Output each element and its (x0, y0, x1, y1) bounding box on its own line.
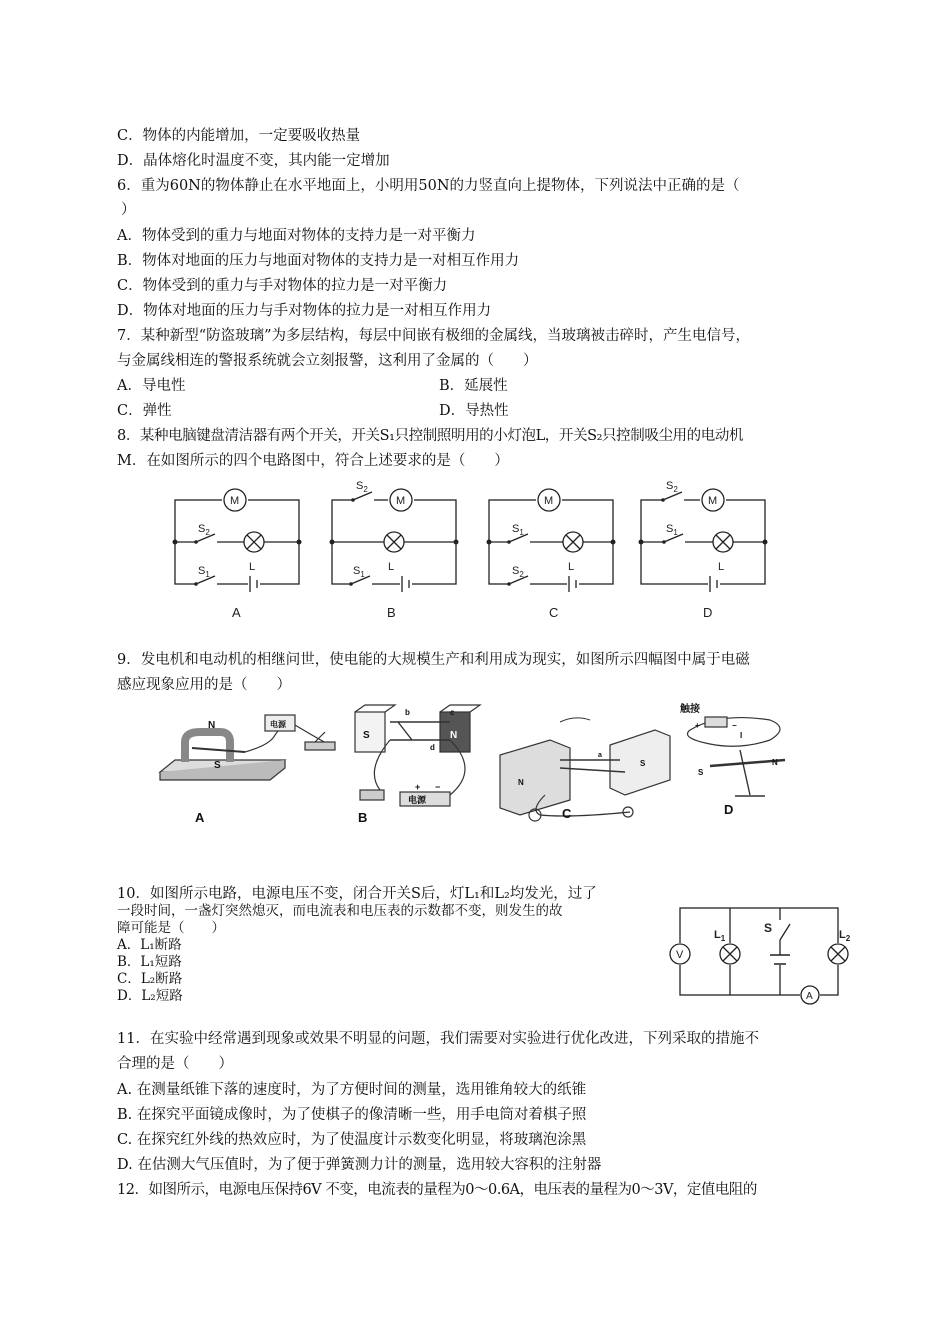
q9-apparatus-figure (150, 700, 790, 830)
q9b-minus: − (435, 782, 441, 792)
q9d-touch: 触接 (680, 704, 700, 715)
question-7-stem-cont: 与金属线相连的警报系统就会立刻报警，这利用了金属的（ ） (117, 353, 538, 369)
question-10-stem-cont: 一段时间，一盏灯突然熄灭，而电流表和电压表的示数都不变，则发生的故 (117, 903, 563, 919)
q9-label-a: A (195, 810, 205, 825)
q9-label-b: B (358, 810, 368, 825)
question-6-option-b: B．物体对地面的压力与地面对物体的支持力是一对相互作用力 (117, 253, 520, 269)
question-10-stem: 10．如图所示电路，电源电压不变，闭合开关S后，灯L₁和L₂均发光，过了 (117, 886, 597, 902)
q9b-s: S (363, 730, 370, 741)
q10-ammeter-label: A (806, 991, 813, 1002)
question-6-option-a: A．物体受到的重力与地面对物体的支持力是一对平衡力 (117, 228, 476, 244)
question-6-option-d: D．物体对地面的压力与手对物体的拉力是一对相互作用力 (117, 303, 492, 319)
q9c-n: N (518, 778, 524, 787)
q10-voltmeter-label: V (676, 949, 684, 961)
question-11-stem-cont: 合理的是（ ） (117, 1056, 233, 1072)
lamp-label-c: L (568, 561, 575, 573)
question-7-stem: 7．某种新型“防盗玻璃”为多层结构，每层中间嵌有极细的金属线，当玻璃被击碎时，产生电信号， (117, 328, 751, 344)
question-10-option-d: D．L₂短路 (117, 988, 183, 1004)
question-11-option-a: A. 在测量纸锥下落的速度时，为了方便时间的测量，选用锥角较大的纸锥 (117, 1082, 587, 1098)
q10-circuit-figure (664, 898, 860, 1010)
q10-switch-label: S (764, 921, 773, 935)
q9b-d: d (430, 743, 435, 752)
question-6-option-c: C．物体受到的重力与手对物体的拉力是一对平衡力 (117, 278, 448, 294)
q9a-power: 电源 (270, 720, 286, 729)
motor-label-c: M (544, 495, 554, 507)
question-10-option-a: A．L₁断路 (117, 937, 182, 953)
q9b-c: c (450, 708, 455, 717)
question-6-stem: 6．重为60N的物体静止在水平地面上，小明用50N的力竖直向上提物体，下列说法中正确的是（ (117, 178, 740, 194)
switch-label-d-s1: $S_1$ (666, 523, 678, 537)
switch-label-a-s2: $S_2$ (198, 523, 210, 537)
question-11-option-b: B. 在探究平面镜成像时，为了使棋子的像清晰一些，用手电筒对着棋子照 (117, 1107, 587, 1123)
q9b-power: 电源 (408, 795, 427, 805)
question-7-option-a: A．导电性 (117, 378, 186, 394)
q9b-plus: + (415, 782, 421, 792)
question-7-option-b: B．延展性 (439, 378, 508, 394)
lamp-label-b: L (388, 561, 395, 573)
switch-label-a-s1: $S_1$ (198, 565, 210, 579)
switch-label-c-s1: $S_1$ (512, 523, 524, 537)
q9d-s: S (698, 768, 704, 777)
question-10-option-c: C．L₂断路 (117, 971, 183, 987)
q10-l2-label: $L_2$ (839, 929, 851, 943)
motor-label-b: M (396, 495, 406, 507)
q10-l1-label: $L_1$ (714, 929, 726, 943)
circuit-label-c: C (549, 605, 559, 620)
question-10-stem-cont2: 障可能是（ ） (117, 920, 225, 936)
q9d-n: N (772, 758, 778, 767)
q9-label-c: C (562, 806, 572, 821)
motor-label-a: M (230, 495, 240, 507)
circuit-label-d: D (703, 605, 713, 620)
q9d-minus: − (732, 721, 737, 730)
question-7-option-c: C．弹性 (117, 403, 172, 419)
motor-label-d: M (708, 495, 718, 507)
lamp-label-a: L (249, 561, 256, 573)
switch-label-c-s2: $S_2$ (512, 565, 524, 579)
q9-label-d: D (724, 802, 734, 817)
question-8-stem: 8．某种电脑键盘清洁器有两个开关，开关S₁只控制照明用的小灯泡L，开关S₂只控制吸尘用的电动机 (117, 428, 744, 444)
q9a-n: N (208, 720, 216, 731)
option-c-q5: C．物体的内能增加，一定要吸收热量 (117, 128, 361, 144)
question-11-option-d: D. 在估测大气压值时，为了便于弹簧测力计的测量，选用较大容积的注射器 (117, 1157, 602, 1173)
q9b-b: b (405, 708, 410, 717)
question-9-stem-cont: 感应现象应用的是（ ） (117, 677, 291, 693)
circuit-label-a: A (232, 605, 241, 620)
circuit-label-b: B (387, 605, 396, 620)
q9a-s: S (214, 760, 221, 771)
q9c-s: S (640, 759, 646, 768)
q9b-n: N (450, 730, 458, 741)
question-7-option-d: D．导热性 (439, 403, 509, 419)
switch-label-b-s2: $S_2$ (356, 480, 368, 494)
question-11-stem: 11．在实验中经常遇到现象或效果不明显的问题，我们需要对实验进行优化改进，下列采取的措施不 (117, 1031, 759, 1047)
question-6-paren: ） (121, 202, 136, 218)
switch-label-d-s2: $S_2$ (666, 480, 678, 494)
option-d-q5: D．晶体熔化时温度不变，其内能一定增加 (117, 153, 390, 169)
q9d-plus: + (695, 721, 700, 730)
question-9-stem: 9．发电机和电动机的相继问世，使电能的大规模生产和利用成为现实，如图所示四幅图中属于电磁 (117, 652, 750, 668)
switch-label-b-s1: $S_1$ (353, 565, 365, 579)
q9c-a: a (598, 752, 602, 759)
q8-circuit-figure (160, 474, 780, 624)
lamp-label-d: L (718, 561, 725, 573)
question-12-stem: 12．如图所示，电源电压保持6V 不变，电流表的量程为0～0.6A，电压表的量程为0～3V，定值电阻的 (117, 1182, 757, 1198)
question-11-option-c: C. 在探究红外线的热效应时，为了使温度计示数变化明显，将玻璃泡涂黑 (117, 1132, 587, 1148)
q9d-i: I (740, 731, 743, 740)
question-8-stem-cont: M．在如图所示的四个电路图中，符合上述要求的是（ ） (117, 453, 509, 469)
question-10-option-b: B．L₁短路 (117, 954, 182, 970)
